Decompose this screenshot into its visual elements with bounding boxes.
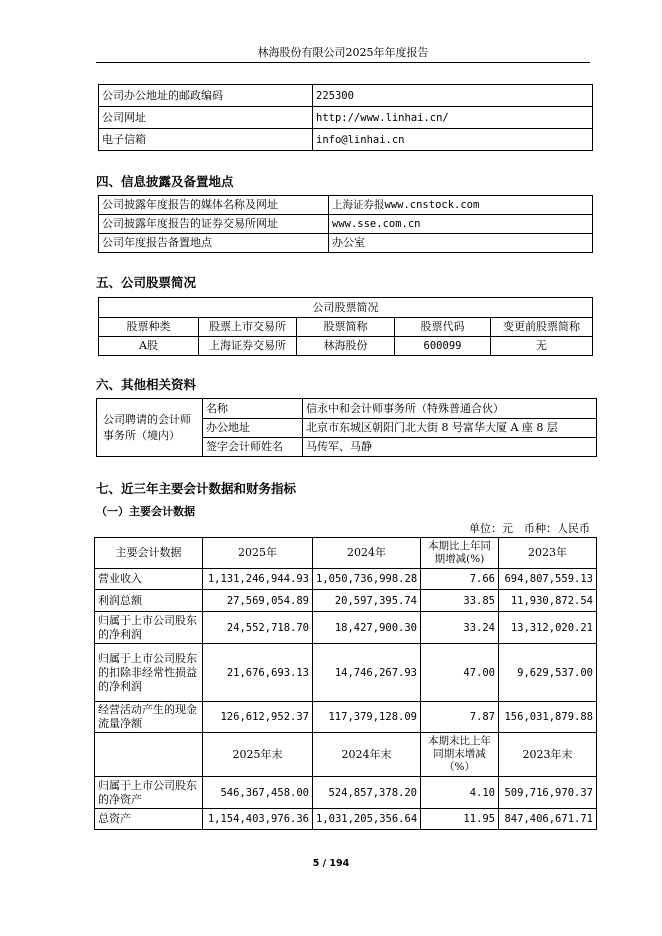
column-header: 2023年 <box>499 538 597 569</box>
change-percent: 11.95 <box>421 809 499 830</box>
value-2025: 21,676,693.13 <box>203 644 313 702</box>
column-header: 2023年末 <box>499 733 597 777</box>
row-label: 营业收入 <box>95 569 203 590</box>
table-row <box>99 107 593 129</box>
disclosure-label: 公司披露年度报告的媒体名称及网址 <box>99 196 329 215</box>
disclosure-label: 公司年度报告备置地点 <box>99 234 329 253</box>
page-number: 5 / 194 <box>312 858 350 869</box>
row-label: 利润总额 <box>95 590 203 612</box>
table-row <box>95 612 597 644</box>
column-header: 股票简称 <box>297 318 395 337</box>
contact-value: 225300 <box>313 85 593 107</box>
table-row <box>99 298 593 318</box>
table-header-row <box>99 318 593 337</box>
value-2023: 9,629,537.00 <box>499 644 597 702</box>
section-title: 六、其他相关资料 <box>96 377 197 392</box>
auditor-value: 信永中和会计师事务所（特殊普通合伙） <box>303 399 597 419</box>
value-2023-end: 509,716,970.37 <box>499 777 597 809</box>
table-row <box>99 337 593 356</box>
value-2023: 11,930,872.54 <box>499 590 597 612</box>
value-2023-end: 847,406,671.71 <box>499 809 597 830</box>
header-rule <box>96 62 590 63</box>
page-header: 林海股份有限公司2025年年度报告 <box>257 46 429 59</box>
contact-label: 电子信箱 <box>99 129 313 151</box>
column-header: 2024年 <box>313 538 421 569</box>
stock-table <box>98 297 593 356</box>
table-row <box>99 215 593 234</box>
previous-short-name: 无 <box>491 337 593 356</box>
contact-table <box>98 84 593 151</box>
section-subtitle: （一）主要会计数据 <box>96 505 195 518</box>
column-header: 2025年末 <box>203 733 313 777</box>
table-row <box>95 809 597 830</box>
value-2023: 694,807,559.13 <box>499 569 597 590</box>
column-header: 2025年 <box>203 538 313 569</box>
table-row <box>99 129 593 151</box>
column-header: 本期比上年同期增减(%) <box>421 538 499 569</box>
change-percent: 33.24 <box>421 612 499 644</box>
section-title: 五、公司股票简况 <box>96 275 197 290</box>
row-label: 归属于上市公司股东的净资产 <box>95 777 203 809</box>
table-row <box>95 590 597 612</box>
value-2025: 27,569,054.89 <box>203 590 313 612</box>
value-2024: 1,050,736,998.28 <box>313 569 421 590</box>
table-row <box>99 234 593 253</box>
contact-value: info@linhai.cn <box>313 129 593 151</box>
value-2024: 117,379,128.09 <box>313 702 421 733</box>
contact-label: 公司办公地址的邮政编码 <box>99 85 313 107</box>
change-percent: 7.66 <box>421 569 499 590</box>
disclosure-value: 上海证券报www.cnstock.com <box>329 196 593 215</box>
table-row <box>99 196 593 215</box>
disclosure-value: 办公室 <box>329 234 593 253</box>
column-header: 本期末比上年同期末增减（%） <box>421 733 499 777</box>
table-row <box>97 399 597 419</box>
stock-short-name: 林海股份 <box>297 337 395 356</box>
column-header: 股票种类 <box>99 318 199 337</box>
column-header: 主要会计数据 <box>95 538 203 569</box>
auditor-group-label: 公司聘请的会计师事务所（境内） <box>97 399 203 457</box>
disclosure-label: 公司披露年度报告的证券交易所网址 <box>99 215 329 234</box>
auditor-value: 马传军、马静 <box>303 438 597 457</box>
table-header-row <box>95 733 597 777</box>
auditor-label: 办公地址 <box>203 419 303 438</box>
auditor-table <box>96 398 597 457</box>
stock-code: 600099 <box>395 337 491 356</box>
stock-exchange: 上海证券交易所 <box>199 337 297 356</box>
column-header: 变更前股票简称 <box>491 318 593 337</box>
stock-type: A股 <box>99 337 199 356</box>
value-2024: 18,427,900.30 <box>313 612 421 644</box>
value-2024-end: 1,031,205,356.64 <box>313 809 421 830</box>
value-2025-end: 1,154,403,976.36 <box>203 809 313 830</box>
value-2024-end: 524,857,378.20 <box>313 777 421 809</box>
value-2024: 20,597,395.74 <box>313 590 421 612</box>
section-title: 七、近三年主要会计数据和财务指标 <box>96 481 297 496</box>
row-label: 归属于上市公司股东的净利润 <box>95 612 203 644</box>
column-header <box>95 733 203 777</box>
value-2025-end: 546,367,458.00 <box>203 777 313 809</box>
change-percent: 47.00 <box>421 644 499 702</box>
value-2023: 156,031,879.88 <box>499 702 597 733</box>
table-row <box>95 644 597 702</box>
table-header-row <box>95 538 597 569</box>
value-2024: 14,746,267.93 <box>313 644 421 702</box>
change-percent: 33.85 <box>421 590 499 612</box>
value-2025: 1,131,246,944.93 <box>203 569 313 590</box>
column-header: 股票上市交易所 <box>199 318 297 337</box>
table-row <box>99 85 593 107</box>
auditor-value: 北京市东城区朝阳门北大街 8 号富华大厦 A 座 8 层 <box>303 419 597 438</box>
column-header: 股票代码 <box>395 318 491 337</box>
contact-value: http://www.linhai.cn/ <box>313 107 593 129</box>
auditor-label: 名称 <box>203 399 303 419</box>
row-label: 归属于上市公司股东的扣除非经常性损益的净利润 <box>95 644 203 702</box>
change-percent: 4.10 <box>421 777 499 809</box>
value-2023: 13,312,020.21 <box>499 612 597 644</box>
change-percent: 7.87 <box>421 702 499 733</box>
row-label: 经营活动产生的现金流量净额 <box>95 702 203 733</box>
row-label: 总资产 <box>95 809 203 830</box>
disclosure-value: www.sse.com.cn <box>329 215 593 234</box>
disclosure-table <box>98 195 593 253</box>
contact-label: 公司网址 <box>99 107 313 129</box>
value-2025: 24,552,718.70 <box>203 612 313 644</box>
auditor-label: 签字会计师姓名 <box>203 438 303 457</box>
financial-table <box>94 537 597 830</box>
unit-label: 单位：元 币种：人民币 <box>469 522 590 535</box>
section-title: 四、信息披露及备置地点 <box>96 174 234 189</box>
column-header: 2024年末 <box>313 733 421 777</box>
table-row <box>95 777 597 809</box>
stock-table-caption: 公司股票简况 <box>99 298 593 318</box>
value-2025: 126,612,952.37 <box>203 702 313 733</box>
table-row <box>95 569 597 590</box>
table-row <box>95 702 597 733</box>
